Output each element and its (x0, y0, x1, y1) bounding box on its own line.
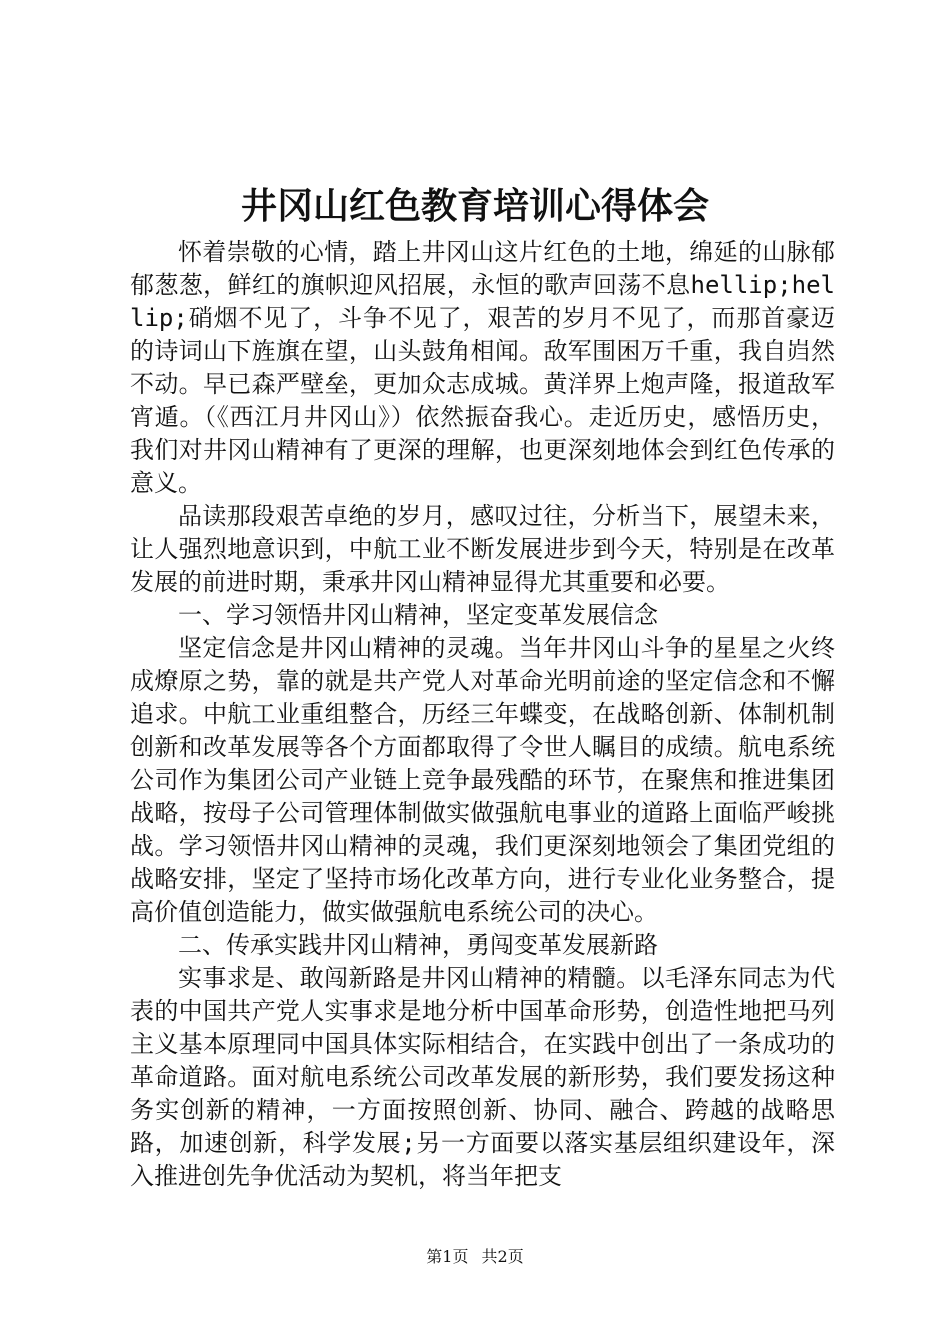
document-title: 井冈山红色教育培训心得体会 (240, 185, 709, 227)
page-footer (0, 1246, 950, 1268)
page-number-current: 第1页 (426, 1247, 469, 1266)
page-number-total: 共2页 (481, 1247, 524, 1266)
paragraph: 坚定信念是井冈山精神的灵魂。当年井冈山斗争的星星之火终成燎原之势，靠的就是共产党人对革命光明前途的坚定信念和不懈追求。中航工业重组整合，历经三年蝶变，在战略创新、体制机制创新和改革发展等各个方面都取得了令世人瞩目的成绩。航电系统公司作为集团公司产业链上竞争最残酷的环节，在聚焦和推进集团战略，按母子公司管理体制做实做强航电事业的道路上面临严峻挑战。学习领悟井冈山精神的灵魂，我们更深刻地领会了集团党组的战略安排，坚定了坚持市场化改革方向，进行专业化业务整合，提高价值创造能力，做实做强航电系统公司的决心。 (130, 634, 835, 926)
paragraph: 实事求是、敢闯新路是井冈山精神的精髓。以毛泽东同志为代表的中国共产党人实事求是地分析中国革命形势，创造性地把马列主义基本原理同中国具体实际相结合，在实践中创出了一条成功的革命道路。面对航电系统公司改革发展的新形势，我们要发扬这种务实创新的精神，一方面按照创新、协同、融合、跨越的战略思路，加速创新，科学发展;另一方面要以落实基层组织建设年，深入推进创先争优活动为契机，将当年把支 (130, 964, 835, 1190)
section-heading: 二、传承实践井冈山精神，勇闯变革发展新路 (178, 931, 658, 959)
section-heading: 一、学习领悟井冈山精神，坚定变革发展信念 (178, 601, 658, 629)
document-body (130, 236, 835, 1193)
paragraph: 怀着崇敬的心情，踏上井冈山这片红色的土地，绵延的山脉郁郁葱葱，鲜红的旗帜迎风招展，永恒的歌声回荡不息hellip;hellip;硝烟不见了，斗争不见了，艰苦的岁月不见了，而那首豪迈的诗词山下旌旗在望，山头鼓角相闻。敌军围困万千重，我自岿然不动。早已森严壁垒，更加众志成城。黄洋界上炮声隆，报道敌军宵遁。（《西江月井冈山》）依然振奋我心。走近历史，感悟历史，我们对井冈山精神有了更深的理解，也更深刻地体会到红色传承的意义。 (130, 238, 835, 497)
paragraph: 品读那段艰苦卓绝的岁月，感叹过往，分析当下，展望未来，让人强烈地意识到，中航工业不断发展进步到今天，特别是在改革发展的前进时期，秉承井冈山精神显得尤其重要和必要。 (130, 502, 835, 596)
